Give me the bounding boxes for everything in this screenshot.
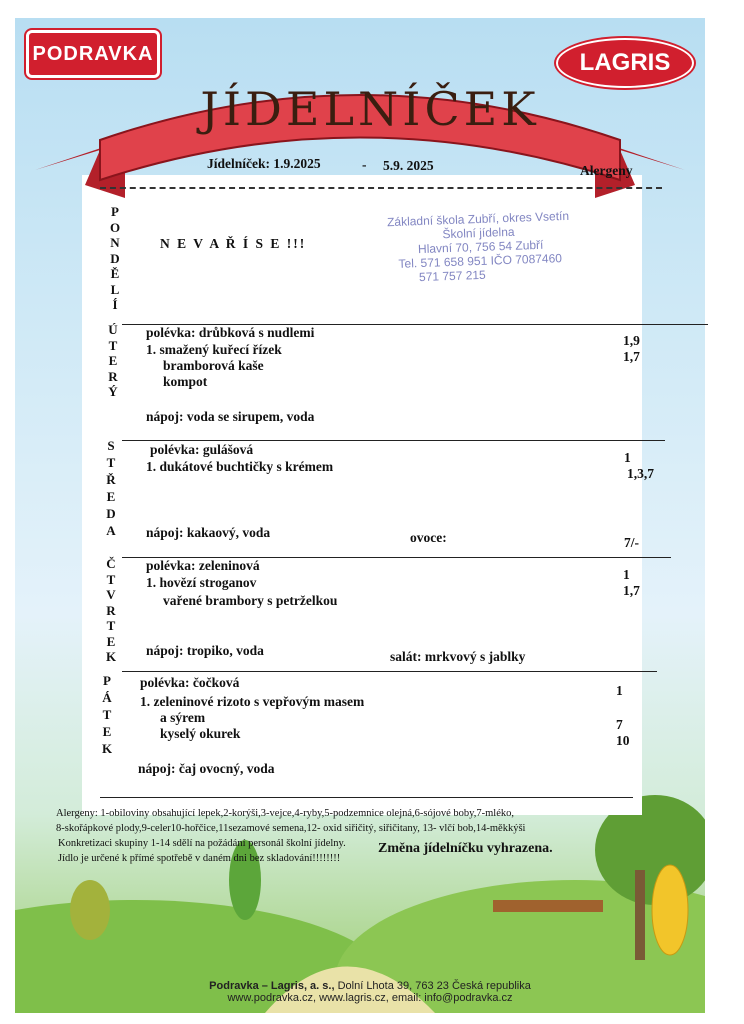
day-letter: D xyxy=(106,506,116,521)
day-label-wednesday xyxy=(104,437,118,539)
day-letter: Í xyxy=(112,297,118,312)
day-letter: E xyxy=(106,633,116,649)
day-letter: E xyxy=(108,353,118,368)
tuesday-main: 1. smažený kuřecí řízek xyxy=(146,342,282,357)
stamp-line: Hlavní 70, 756 54 Zubří xyxy=(417,237,544,257)
day-letter: T xyxy=(106,455,116,470)
day-label-tuesday xyxy=(106,322,120,400)
tuesday-drink: nápoj: voda se sirupem, voda xyxy=(146,409,315,424)
day-letter: R xyxy=(108,368,118,384)
day-letter: Ř xyxy=(106,472,116,487)
day-letter: T xyxy=(106,571,116,587)
wednesday-fruit-allergens: 7/- xyxy=(624,535,639,550)
day-letter: V xyxy=(106,587,116,602)
friday-soup: polévka: čočková xyxy=(140,675,240,690)
monday-closed-note: N E V A Ř Í S E !!! xyxy=(160,236,307,251)
thursday-main: 1. hovězí stroganov xyxy=(146,575,257,590)
tuesday-soup: polévka: drůbková s nudlemi xyxy=(146,325,315,340)
day-letter: D xyxy=(110,250,120,266)
day-letter: K xyxy=(101,741,113,756)
wednesday-soup: polévka: gulášová xyxy=(150,442,254,457)
allergen-info-note: Konkretizaci skupiny 1-14 sdělí na požádání personál školní jídelny. xyxy=(58,838,346,849)
day-letter: T xyxy=(102,707,112,722)
tuesday-soup-allergens: 1,9 xyxy=(623,333,640,348)
thursday-salad: salát: mrkvový s jablky xyxy=(390,649,526,664)
tuesday-dessert: kompot xyxy=(163,374,208,389)
day-letter: N xyxy=(110,235,120,250)
day-letter: O xyxy=(109,219,121,235)
menu-date-range: Jídelníček: 1.9.2025 xyxy=(207,156,321,171)
stamp-line: 571 757 215 xyxy=(418,267,486,285)
company-name: Podravka – Lagris, a. s., xyxy=(209,980,335,992)
header-divider xyxy=(100,187,662,189)
company-footer xyxy=(180,980,560,1004)
menu-date-end: 5.9. 2025 xyxy=(383,158,434,173)
thursday-main-allergens: 1,7 xyxy=(623,583,640,598)
thursday-side: vařené brambory s petrželkou xyxy=(163,593,338,608)
company-address: Dolní Lhota 39, 763 23 Česká republika xyxy=(337,980,531,992)
wednesday-fruit: ovoce: xyxy=(410,530,447,545)
stamp-line: Tel. 571 658 951 IČO 7087460 xyxy=(398,251,563,271)
menu-bottom-divider xyxy=(100,797,633,798)
consumption-note: Jídlo je určené k přímé spotřebě v daném dni bez skladování!!!!!!!! xyxy=(58,853,341,864)
allergens-heading: Alergeny xyxy=(580,163,633,178)
thursday-soup: polévka: zeleninová xyxy=(146,558,260,573)
friday-pickle: kyselý okurek xyxy=(160,726,241,741)
day-divider xyxy=(122,671,657,672)
tuesday-side: bramborová kaše xyxy=(163,358,264,373)
day-letter: T xyxy=(106,618,116,633)
day-letter: Č xyxy=(106,556,116,571)
day-label-monday xyxy=(108,204,122,313)
thursday-drink: nápoj: tropiko, voda xyxy=(146,643,264,658)
podravka-logo: PODRAVKA xyxy=(26,30,160,78)
day-letter: K xyxy=(105,649,117,664)
day-divider xyxy=(122,440,665,441)
stamp-line: Školní jídelna xyxy=(442,224,515,242)
day-letter: Ě xyxy=(110,266,120,281)
friday-main-cheese: a sýrem xyxy=(160,710,206,725)
friday-allergens-a: 7 xyxy=(616,717,623,732)
wednesday-drink: nápoj: kakaový, voda xyxy=(146,525,271,540)
friday-drink: nápoj: čaj ovocný, voda xyxy=(138,761,275,776)
friday-allergens-b: 10 xyxy=(616,733,630,748)
date-dash: - xyxy=(362,157,367,172)
lagris-logo: LAGRIS xyxy=(556,38,694,88)
day-letter: A xyxy=(106,523,116,538)
day-letter: E xyxy=(102,724,112,739)
company-contacts: www.podravka.cz, www.lagris.cz, email: info@podravka.cz xyxy=(227,992,513,1004)
friday-main: 1. zeleninové rizoto s vepřovým masem xyxy=(140,694,365,709)
stamp-line: Základní škola Zubří, okres Vsetín xyxy=(386,208,570,230)
day-letter: L xyxy=(110,281,120,297)
day-label-thursday xyxy=(104,556,118,665)
wednesday-soup-allergens: 1 xyxy=(624,450,631,465)
day-letter: S xyxy=(107,438,115,453)
day-letter: T xyxy=(108,337,118,353)
day-letter: P xyxy=(103,673,111,688)
allergen-legend-line1: Alergeny: 1-obiloviny obsahující lepek,2-korýši,3-vejce,4-ryby,5-podzemnice olejná,6-sójové boby,7-mléko, xyxy=(56,808,514,819)
day-letter: P xyxy=(111,204,119,219)
tuesday-main-allergens: 1,7 xyxy=(623,349,640,364)
day-letter: E xyxy=(106,489,116,504)
wednesday-main-allergens: 1,3,7 xyxy=(627,466,654,481)
menu-change-note: Změna jídelníčku vyhrazena. xyxy=(378,841,553,856)
day-label-friday xyxy=(100,672,114,757)
menu-title: JÍDELNÍČEK xyxy=(200,82,540,136)
wednesday-main: 1. dukátové buchtičky s krémem xyxy=(146,459,334,474)
day-letter: Ú xyxy=(108,322,118,337)
day-letter: Á xyxy=(102,690,112,705)
allergen-legend-line2: 8-skořápkové plody,9-celer10-hořčice,11sezamové semena,12- oxid siřičitý, siřičitany, 13- vlčí bob,14-měkkýši xyxy=(56,823,526,834)
school-stamp xyxy=(387,209,571,285)
thursday-soup-allergens: 1 xyxy=(623,567,630,582)
friday-soup-allergens: 1 xyxy=(616,683,623,698)
day-letter: Ý xyxy=(108,384,118,399)
day-letter: R xyxy=(106,602,116,618)
